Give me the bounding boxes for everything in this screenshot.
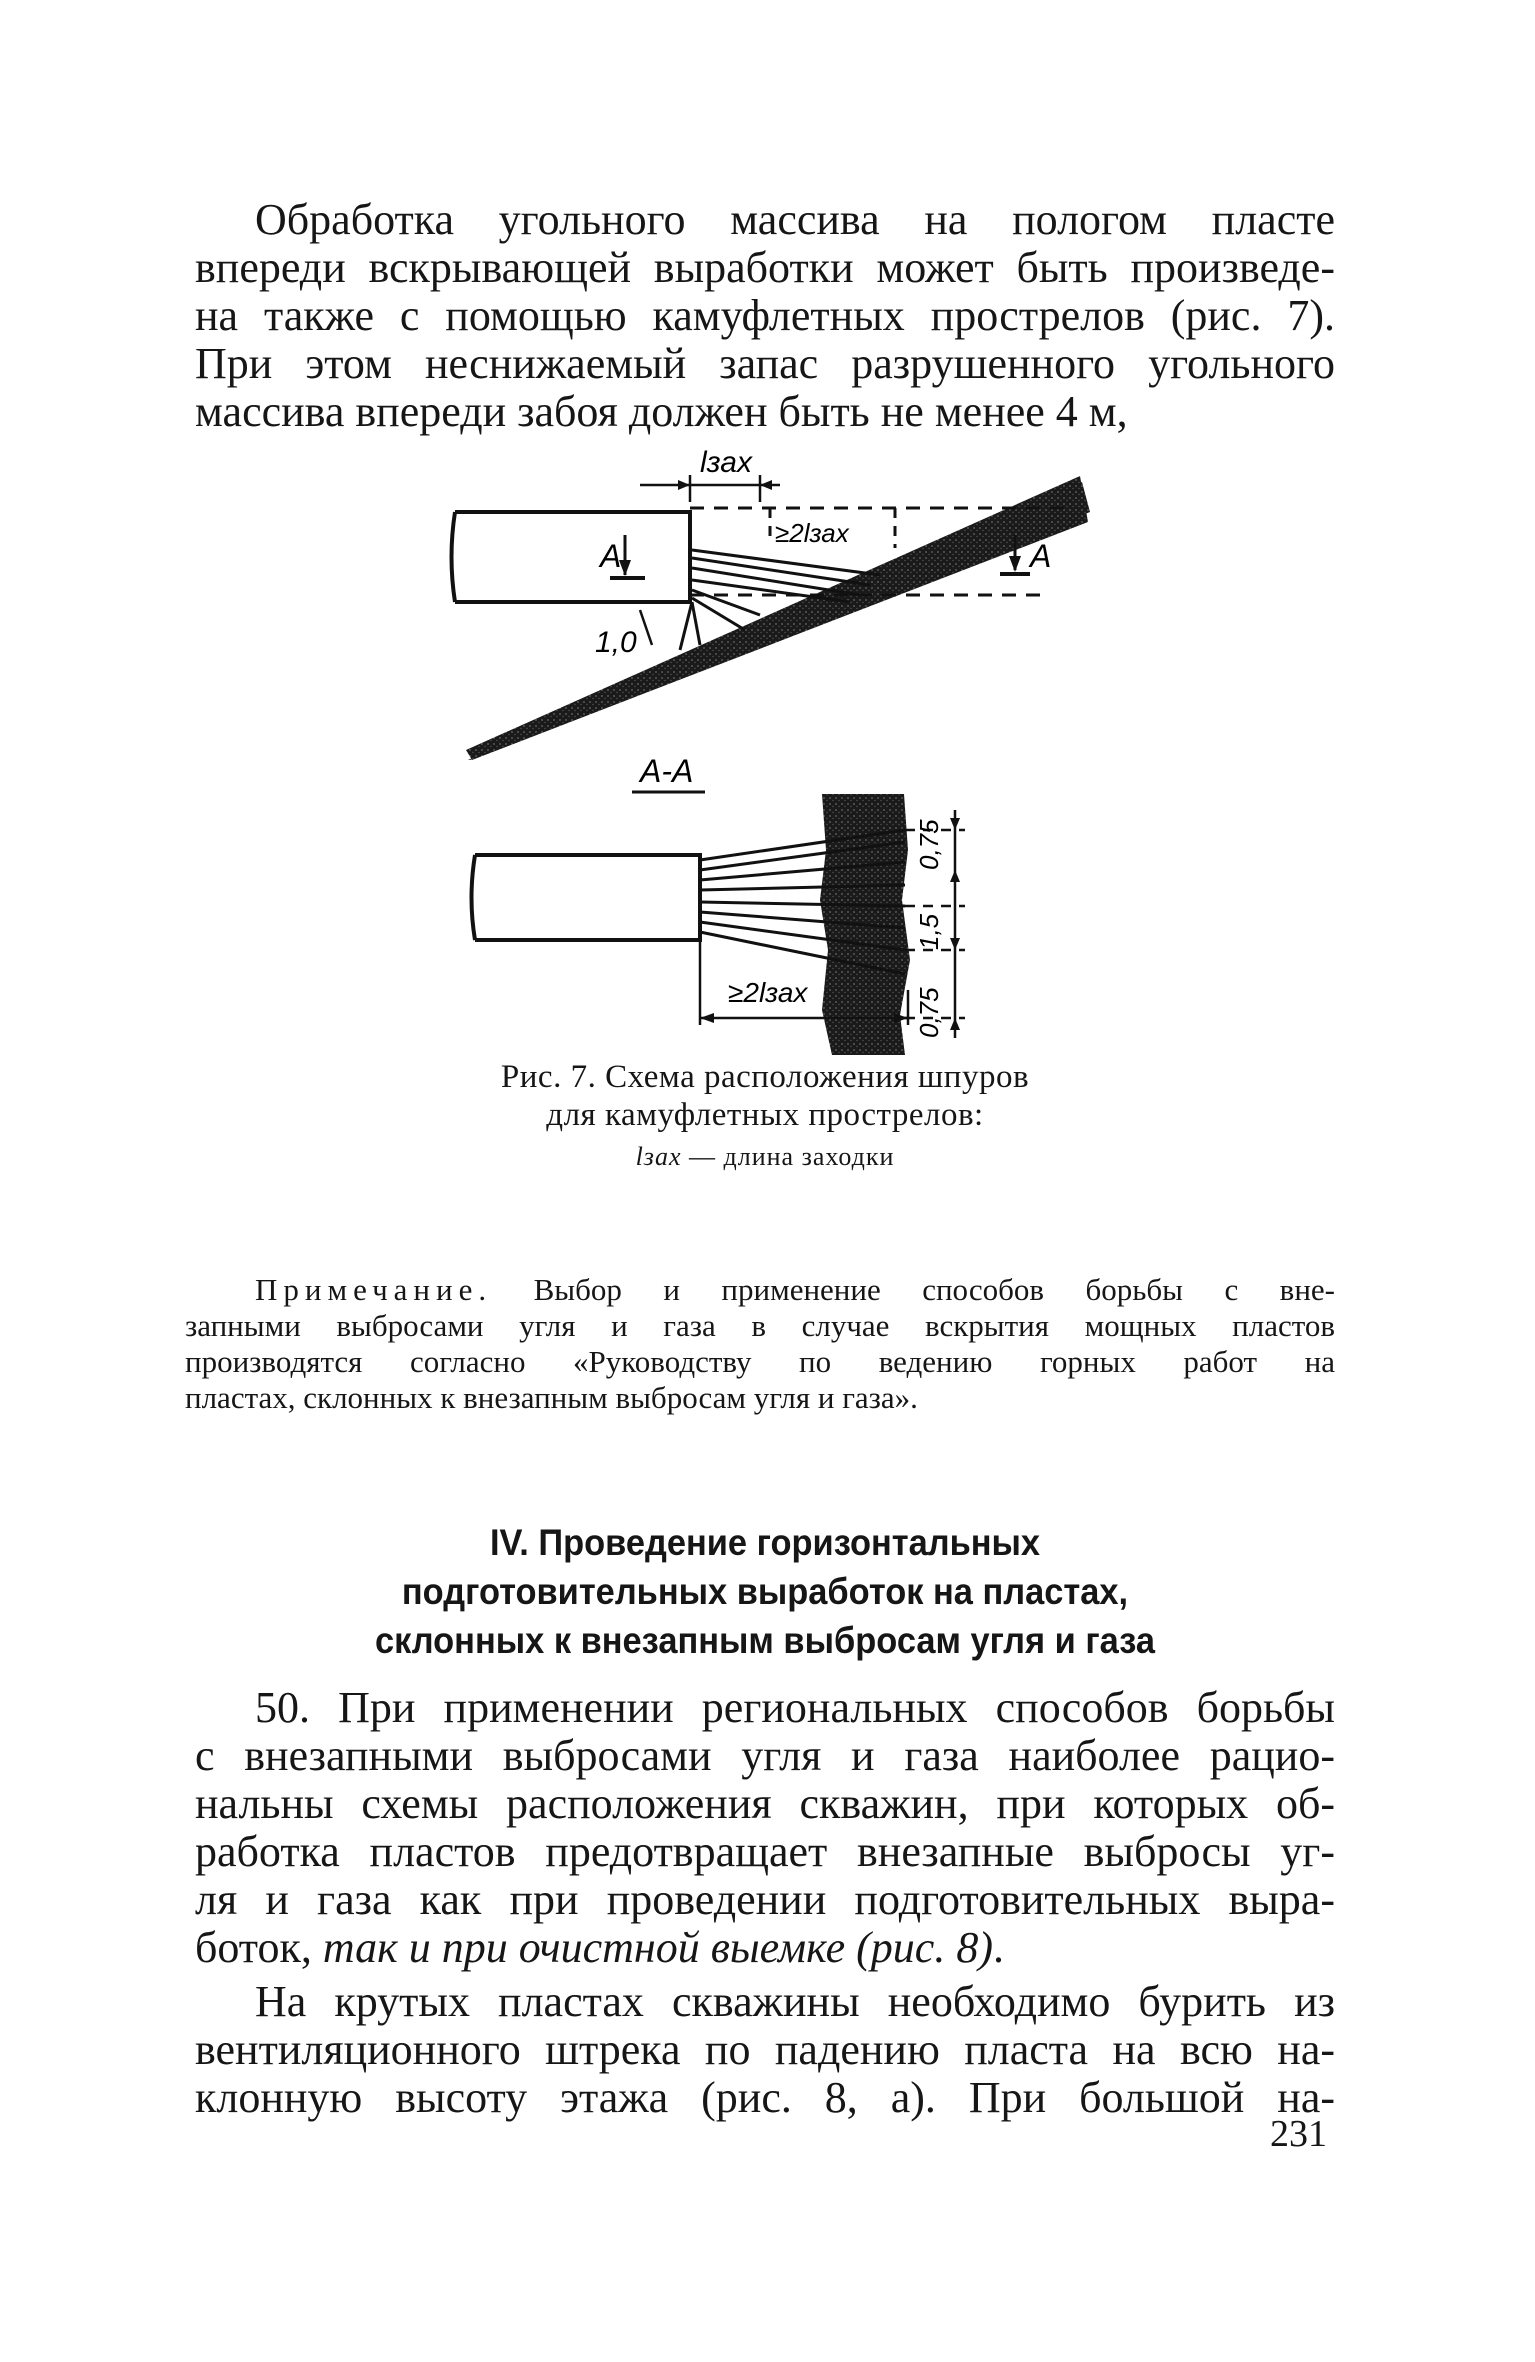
p50-line-6-italic: так и при очистной выемке (рис. 8) <box>322 1923 993 1972</box>
note-block <box>185 1272 1335 1416</box>
steep-line-3: клонную высоту этажа (рис. 8, а). При большой на- <box>195 2073 1335 2122</box>
drift-outline <box>452 512 691 602</box>
paragraph-steep-seams <box>195 1978 1335 2122</box>
heading-line-3: склонных к внезапным выбросам угля и газа <box>374 1620 1156 1661</box>
p50-line-6-normal: боток, <box>195 1923 323 1972</box>
steep-line-1: На крутых пластах скважины необходимо бурить из <box>255 1977 1335 2026</box>
label-dim-top: 0,75 <box>914 819 944 870</box>
p50-line-3: нальны схемы расположения скважин, при которых об- <box>195 1779 1335 1828</box>
section-view <box>472 753 966 1055</box>
page-number: 231 <box>1270 2113 1327 2155</box>
p50-line-2: с внезапными выбросами угля и газа наиболее рацио- <box>195 1731 1335 1780</box>
intro-line-4: При этом неснижаемый запас разрушенного угольного <box>195 339 1335 388</box>
label-dim-mid: 1,5 <box>914 913 944 950</box>
p50-line-6-end: . <box>992 1923 1004 1972</box>
note-line-2: запными выбросами угля и газа в случае вскрытия мощных пластов <box>185 1308 1335 1343</box>
caption-line-2: для камуфлетных прострелов: <box>546 1097 984 1133</box>
plan-view <box>452 446 1091 760</box>
intro-paragraph <box>195 196 1335 436</box>
paragraph-50 <box>195 1684 1335 1972</box>
steep-line-2: вентиляционного штрека по падению пласта на всю на- <box>195 2025 1335 2074</box>
note-line-4: пластах, склонных к внезапным выбросам угля и газа». <box>185 1380 918 1415</box>
section-mark-right: А <box>1030 538 1052 574</box>
p50-line-1: 50. При применении региональных способов борьбы <box>255 1683 1335 1732</box>
p50-line-6 <box>195 1924 1335 1972</box>
section-mark-left: А <box>600 538 622 574</box>
note-line-1 <box>185 1272 1335 1308</box>
label-dim-bot: 0,75 <box>914 987 944 1038</box>
label-l-zax: lзах <box>700 446 752 479</box>
intro-line-5: массива впереди забоя должен быть не менее 4 м, <box>195 387 1128 436</box>
caption-legend <box>195 1140 1335 1174</box>
label-ge-2l-plan: ≥2lзах <box>775 518 849 548</box>
section-drift-outline <box>472 855 701 940</box>
section-title: А-А <box>640 753 694 789</box>
heading-line-1: IV. Проведение горизонтальных <box>489 1522 1041 1563</box>
figure-caption <box>195 1058 1335 1174</box>
label-1-0: 1,0 <box>595 626 637 659</box>
caption-legend-text: — длина заходки <box>681 1142 895 1171</box>
heading-line-2: подготовительных выработок на пластах, <box>401 1571 1129 1612</box>
note-label: Примечание. <box>255 1272 493 1307</box>
p50-line-4: работка пластов предотвращает внезапные выбросы уг- <box>195 1827 1335 1876</box>
p50-line-5: ля и газа как при проведении подготовительных выра- <box>195 1875 1335 1924</box>
caption-line-1: Рис. 7. Схема расположения шпуров <box>500 1059 1030 1095</box>
section-heading <box>235 1518 1295 1665</box>
intro-line-2: впереди вскрывающей выработки может быть произведе- <box>195 243 1335 292</box>
caption-legend-symbol: lзах <box>635 1142 682 1171</box>
note-line-3: производятся согласно «Руководству по ведению горных работ на <box>185 1344 1335 1379</box>
intro-line-3: на также с помощью камуфлетных прострелов (рис. 7). <box>195 291 1335 340</box>
intro-line-1: Обработка угольного массива на пологом пласте <box>255 195 1335 244</box>
label-ge-2l-section: ≥2lзах <box>728 977 808 1008</box>
note-first-line-rest: Выбор и применение способов борьбы с вне- <box>492 1272 1335 1307</box>
